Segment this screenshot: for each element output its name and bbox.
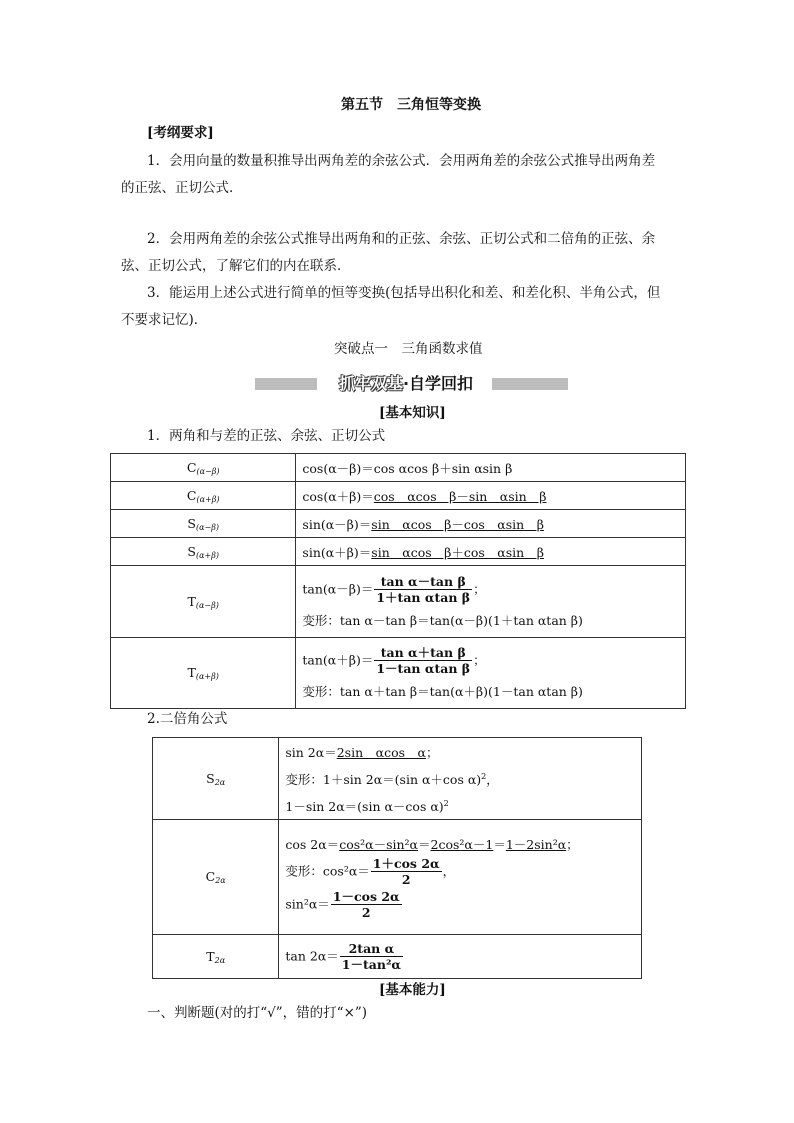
requirement-3-line-1: 3．能运用上述公式进行简单的恒等变换(包括导出积化和差、和差化积、半角公式，但: [147, 285, 661, 301]
section-title: 突破点一 三角函数求值: [334, 341, 483, 357]
row-label: $S_{(\alpha+\beta)}$: [111, 538, 296, 566]
judge-heading: 一、判断题(对的打“√”，错的打“×”): [147, 1005, 368, 1021]
table-row: [111, 482, 686, 510]
table-row: [111, 538, 686, 566]
requirement-1-line-1: 1．会用向量的数量积推导出两角差的余弦公式．会用两角差的余弦公式推导出两角差: [147, 153, 656, 169]
fraction: $\frac{\text{2tan α}}{\text{1－tan²α}}$: [341, 940, 402, 972]
basic-ability-heading: [基本能力]: [379, 982, 446, 998]
sum-difference-table: [110, 453, 686, 709]
banner-left-text: 抓牢双基: [338, 374, 403, 393]
basic-knowledge-heading: [基本知识]: [379, 405, 446, 421]
fraction: $\frac{\text{tan α＋tan β}}{\text{1－tan αtan β}}$: [376, 645, 471, 676]
banner-bar-left: [255, 378, 317, 390]
row-label: $C_{2\alpha}$: [153, 820, 279, 935]
row-formula: cos 2α＝cos²α－sin²α＝2cos²α－1＝1－2sin²α； 变形：cos²α＝ $\frac{1+\cos 2\alpha}{2}$ ， sin²α＝ $\frac{1-\cos 2\alpha}{2}$: [279, 820, 642, 935]
table-row: [111, 510, 686, 538]
row-label: $T_{(\alpha-\beta)}$: [111, 566, 296, 638]
fraction: $\frac{\text{tan α－tan β}}{\text{1＋tan αtan β}}$: [376, 573, 471, 605]
double-angle-table: [152, 737, 642, 979]
row-label: $T_{(\alpha+\beta)}$: [111, 638, 296, 709]
table-row: [153, 820, 642, 935]
requirement-1-line-2: 的正弦、正切公式．: [121, 180, 243, 196]
section-banner: [255, 374, 568, 394]
banner-text: [322, 374, 490, 394]
requirement-3-line-2: 不要求记忆)．: [121, 312, 208, 328]
table-row: [153, 738, 642, 820]
requirements-heading: [考纲要求]: [147, 125, 214, 141]
row-formula: tan(α＋β)＝ $\frac{\text{tan α＋tan β}}{\text{1－tan αtan β}}$ ； 变形：tan α＋tan β＝tan(α＋β)(1－tan αtan β): [296, 638, 686, 709]
row-formula: sin(α＋β)＝sin αcos β＋cos αsin β: [296, 538, 686, 566]
row-label: $S_{(\alpha-\beta)}$: [111, 510, 296, 538]
page-title: 第五节 三角恒等变换: [341, 97, 481, 113]
table-row: [111, 638, 686, 709]
banner-right-text: 自学回扣: [409, 374, 474, 393]
subhead-double-angle: 2.二倍角公式: [147, 711, 228, 727]
table-row: [153, 935, 642, 979]
table-row: [111, 454, 686, 482]
row-formula: sin(α－β)＝sin αcos β－cos αsin β: [296, 510, 686, 538]
requirement-2-line-2: 弦、正切公式，了解它们的内在联系．: [121, 258, 351, 274]
row-formula: sin 2α＝2sin αcos α； 变形：1＋sin 2α＝(sin α＋cos α)$^2$， 1－sin 2α＝(sin α－cos α)$^2$: [279, 738, 642, 820]
row-formula: cos(α－β)＝cos αcos β＋sin αsin β: [296, 454, 686, 482]
row-formula: tan(α－β)＝ $\frac{\text{tan α－tan β}}{\text{1＋tan αtan β}}$ ； 变形：tan α－tan β＝tan(α－β)(1＋tan αtan β): [296, 566, 686, 638]
table-row: [111, 566, 686, 638]
banner-dot: ·: [402, 374, 410, 393]
requirement-2-line-1: 2．会用两角差的余弦公式推导出两角和的正弦、余弦、正切公式和二倍角的正弦、余: [147, 231, 656, 247]
row-label: $C_{(\alpha+\beta)}$: [111, 482, 296, 510]
row-label: $C_{(\alpha-\beta)}$: [111, 454, 296, 482]
row-label: $T_{2\alpha}$: [153, 935, 279, 979]
subhead-sum-difference: 1．两角和与差的正弦、余弦、正切公式: [147, 428, 386, 444]
fraction: $\frac{1-\cos 2\alpha}{2}$: [332, 888, 400, 920]
row-label: $S_{2\alpha}$: [153, 738, 279, 820]
row-formula: tan 2α＝ $\frac{\text{2tan α}}{\text{1－tan²α}}$: [279, 935, 642, 979]
fraction: $\frac{1+\cos 2\alpha}{2}$: [372, 855, 440, 887]
banner-bar-right: [492, 378, 568, 390]
row-formula: cos(α＋β)＝cos αcos β－sin αsin β: [296, 482, 686, 510]
